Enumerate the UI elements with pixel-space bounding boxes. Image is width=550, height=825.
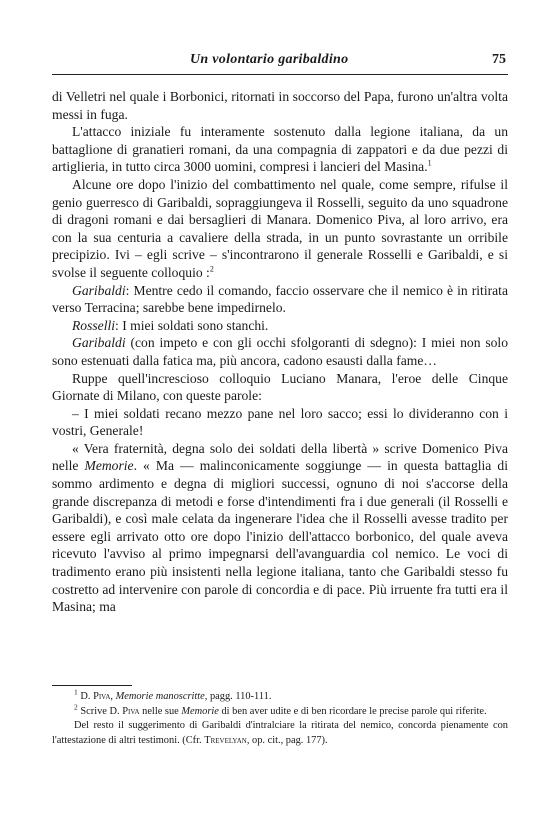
paragraph-text: Ruppe quell'increscioso colloquio Luciano Manara, l'eroe delle Cinque Giornate di Milano, con queste parole: xyxy=(52,370,508,404)
paragraph xyxy=(52,176,508,282)
footnote-number: 2 xyxy=(74,702,78,712)
footnote xyxy=(52,719,508,748)
footnote-text: , pagg. 110-111. xyxy=(204,691,272,702)
running-title: Un volontario garibaldino xyxy=(190,52,349,67)
dialogue-line xyxy=(52,317,508,335)
footnote xyxy=(52,702,508,720)
author-name: Trevelyan xyxy=(204,734,247,746)
paragraph-text: – I miei soldati recano mezzo pane nel loro sacco; essi lo divideranno con i vostri, Generale! xyxy=(52,405,508,439)
paragraph-text: di Velletri nel quale i Borbonici, ritornati in soccorso del Papa, furono un'altra volta messi in fuga. xyxy=(52,89,508,122)
speaker-name: Garibaldi xyxy=(72,282,126,298)
header-rule xyxy=(52,74,508,75)
footnote-number: 1 xyxy=(74,687,78,697)
italic-title: Memorie xyxy=(84,458,134,474)
footnote-text: Del resto il suggerimento di Garibaldi d'intralciare la ritirata del nemico, concorda pienamente con l'attestazione di altri testimoni. (Cfr. xyxy=(52,720,508,746)
author-name: Piva xyxy=(122,705,140,717)
dialogue-text: (con impeto e con gli occhi sfolgoranti di sdegno): I miei non solo sono estenuati dalla fatica ma, più ancora, cadono esausti dalla fame… xyxy=(52,335,508,368)
dialogue-line xyxy=(52,334,508,369)
paragraph xyxy=(52,88,508,123)
dialogue-text: : I miei soldati sono stanchi. xyxy=(115,317,269,333)
page-header xyxy=(52,52,506,72)
footnote-ref: 2 xyxy=(209,264,214,274)
page-number: 75 xyxy=(492,52,506,67)
footnote-text: , op. cit., pag. 177). xyxy=(246,734,328,746)
paragraph-text: . « Ma — malinconicamente soggiunge — in questa battaglia di sommo ardimento e degna di migliori successi, ognuno di noi s'accorse della grande discrepanza di metodi e forse d'intendimenti fra i due generali (il Rosselli e Garibaldi), e così male celata da ingenerare l'idea che il Rosselli avesse tradito per essere egli arrivato otto ore dopo l'inizio dell'attacco borbonico, del quale aveva ricevuto l'avviso al primo impegnarsi dell'avanguardia col nemico. Le voci di tradimento erano più insistenti nella legione italiana, tanto che Garibaldi stesso fu costretto ad intervenire con parole di concordia e di pace. Più irruente fra tutti era il Masina; ma xyxy=(52,458,508,615)
paragraph-text: « Vera fraternità, degna solo dei soldati della libertà » scrive Domenico Piva nelle xyxy=(52,440,508,474)
paragraph xyxy=(52,405,508,440)
dialogue-text: : Mentre cedo il comando, faccio osservare che il nemico è in ritirata verso Terracina; sarebbe bene impedirnelo. xyxy=(52,282,508,316)
paragraph xyxy=(52,440,508,616)
italic-title: Memorie manoscritte xyxy=(115,691,205,702)
author-name: Piva xyxy=(93,691,111,702)
dialogue-line xyxy=(52,282,508,317)
footnote-text: , xyxy=(110,691,116,702)
main-text xyxy=(52,88,508,616)
paragraph-text: Alcune ore dopo l'inizio del combattimento nel quale, come sempre, rifulse il genio guerresco di Garibaldi, sopraggiungeva il Rosselli, seguito da uno squadrone di dragoni romani e dai bersaglieri di Manara. Domenico Piva, al loro arrivo, era con la sua centuria a cavaliere della strada, in un punto sovrastante un orribile precipizio. Ivi – egli scrive – s'incontrarono il generale Rosselli e Garibaldi, e si svolse il seguente colloquio : xyxy=(52,176,508,280)
paragraph xyxy=(52,370,508,405)
footnote-rule xyxy=(52,685,132,686)
footnote xyxy=(52,687,508,705)
footnote-text: D. xyxy=(80,691,94,702)
footnote-text: nelle sue xyxy=(139,705,182,717)
italic-title: Memorie xyxy=(181,705,219,717)
footnote-text: di ben aver udite e di ben ricordare le precise parole qui riferite. xyxy=(218,705,487,717)
speaker-name: Rosselli xyxy=(72,317,116,333)
footnotes xyxy=(52,687,508,748)
paragraph-text: L'attacco iniziale fu interamente sostenuto dalla legione italiana, da un battaglione di granatieri romani, da una compagnia di zappatori e da due pezzi di artiglieria, in tutto circa 3000 uomini, compresi i lancieri del Masina. xyxy=(52,124,508,175)
speaker-name: Garibaldi xyxy=(72,335,126,351)
paragraph xyxy=(52,123,508,176)
footnote-ref: 1 xyxy=(427,158,432,168)
footnote-text: Scrive D. xyxy=(80,705,123,717)
